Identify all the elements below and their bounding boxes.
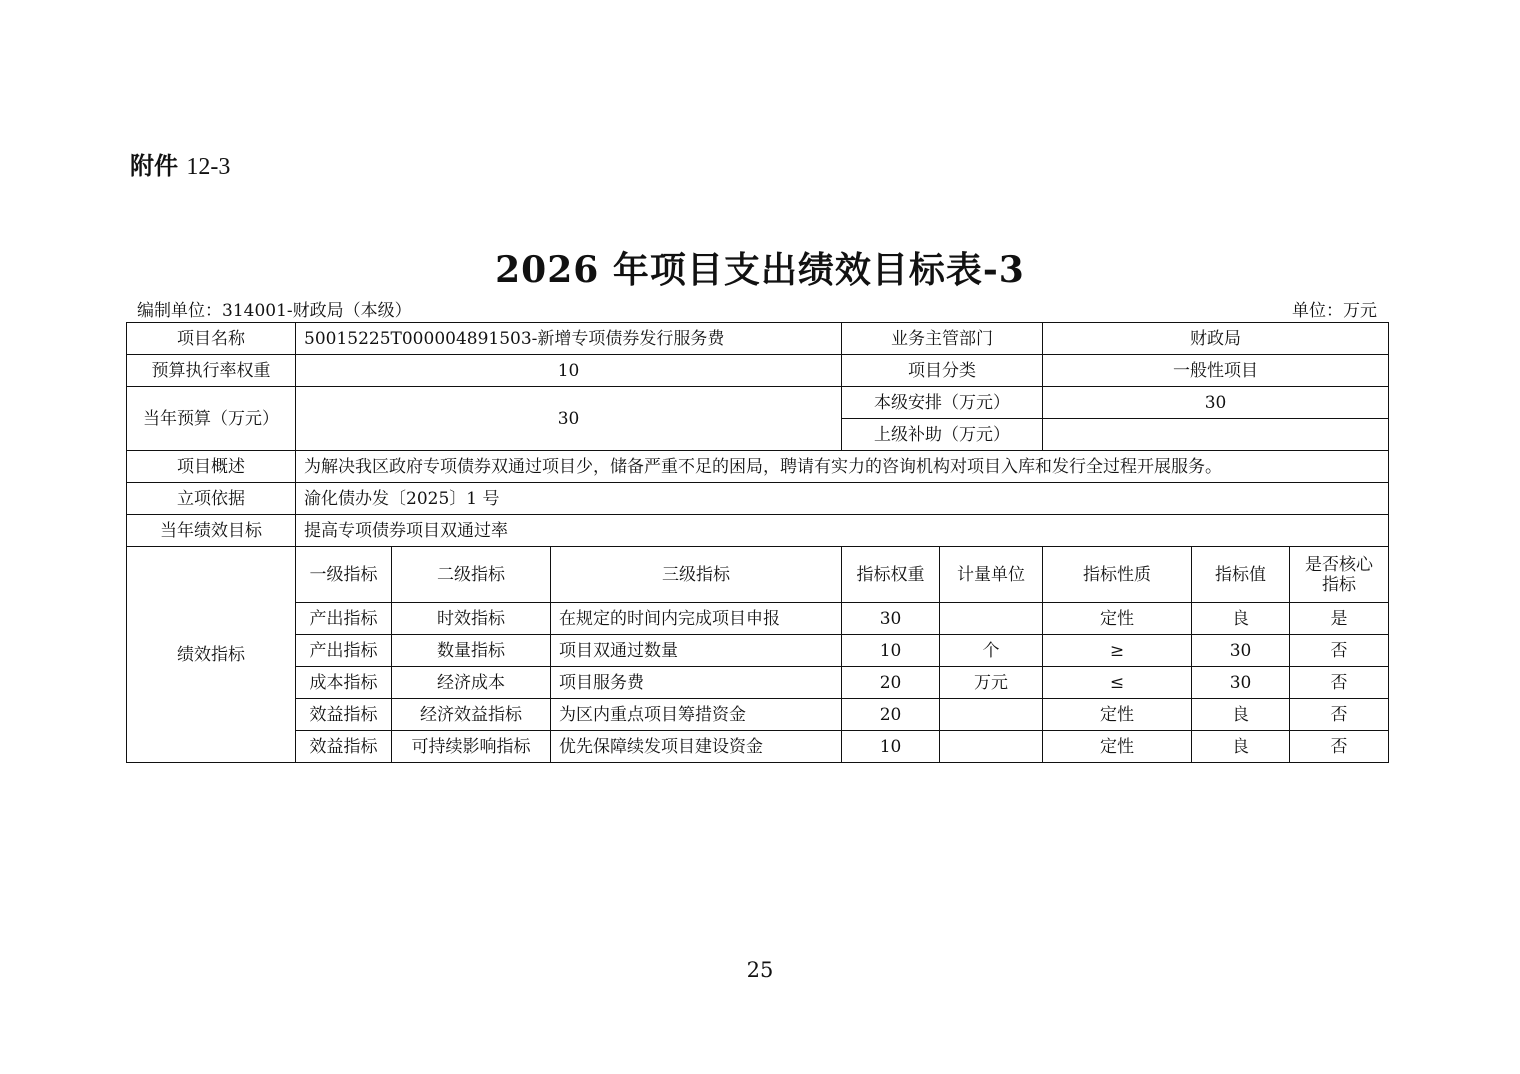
cell-nature: ≥ — [1043, 635, 1192, 667]
cell-core: 否 — [1290, 635, 1389, 667]
row-goal — [127, 515, 1389, 547]
cell-level3: 在规定的时间内完成项目申报 — [551, 603, 842, 635]
header-unit: 计量单位 — [940, 547, 1043, 603]
cell-core: 是 — [1290, 603, 1389, 635]
row-weight — [127, 355, 1389, 387]
value-basis: 渝化债办发〔2025〕1 号 — [296, 483, 1389, 515]
attachment-label — [130, 146, 230, 181]
table-row — [127, 635, 1389, 667]
compiler-unit: 编制单位：314001-财政局（本级） — [137, 301, 412, 321]
label-goal: 当年绩效目标 — [127, 515, 296, 547]
performance-table — [126, 322, 1389, 763]
cell-level3: 项目服务费 — [551, 667, 842, 699]
attachment-number: 12-3 — [186, 154, 231, 180]
header-weight: 指标权重 — [842, 547, 940, 603]
cell-value: 30 — [1192, 667, 1290, 699]
cell-nature: 定性 — [1043, 699, 1192, 731]
cell-core: 否 — [1290, 699, 1389, 731]
header-value: 指标值 — [1192, 547, 1290, 603]
cell-unit — [940, 731, 1043, 763]
cell-level1: 产出指标 — [296, 603, 392, 635]
cell-unit: 个 — [940, 635, 1043, 667]
attachment-word: 附件 — [130, 152, 178, 180]
cell-weight: 10 — [842, 731, 940, 763]
cell-weight: 20 — [842, 699, 940, 731]
cell-level2: 数量指标 — [392, 635, 551, 667]
cell-level3: 为区内重点项目筹措资金 — [551, 699, 842, 731]
row-project-name — [127, 323, 1389, 355]
cell-unit: 万元 — [940, 667, 1043, 699]
cell-value: 良 — [1192, 603, 1290, 635]
label-budget: 当年预算（万元） — [127, 387, 296, 451]
value-overview: 为解决我区政府专项债券双通过项目少，储备严重不足的困局，聘请有实力的咨询机构对项目入库和发行全过程开展服务。 — [296, 451, 1389, 483]
cell-core: 否 — [1290, 667, 1389, 699]
row-basis — [127, 483, 1389, 515]
header-core: 是否核心指标 — [1290, 547, 1389, 603]
cell-unit — [940, 603, 1043, 635]
cell-unit — [940, 699, 1043, 731]
header-nature: 指标性质 — [1043, 547, 1192, 603]
cell-level2: 经济成本 — [392, 667, 551, 699]
value-local: 30 — [1043, 387, 1389, 419]
cell-level2: 经济效益指标 — [392, 699, 551, 731]
page-number: 25 — [746, 958, 774, 982]
cell-level1: 产出指标 — [296, 635, 392, 667]
value-category: 一般性项目 — [1043, 355, 1389, 387]
row-overview — [127, 451, 1389, 483]
value-project-name: 50015225T000004891503-新增专项债券发行服务费 — [296, 323, 842, 355]
cell-level2: 可持续影响指标 — [392, 731, 551, 763]
cell-value: 良 — [1192, 731, 1290, 763]
cell-level3: 优先保障续发项目建设资金 — [551, 731, 842, 763]
currency-unit: 单位：万元 — [1292, 301, 1377, 321]
cell-core: 否 — [1290, 731, 1389, 763]
page-title: 2026 年项目支出绩效目标表-3 — [495, 249, 1025, 291]
header-level1: 一级指标 — [296, 547, 392, 603]
row-budget — [127, 387, 1389, 419]
label-weight: 预算执行率权重 — [127, 355, 296, 387]
value-goal: 提高专项债券项目双通过率 — [296, 515, 1389, 547]
table-row — [127, 699, 1389, 731]
label-project-name: 项目名称 — [127, 323, 296, 355]
cell-value: 良 — [1192, 699, 1290, 731]
value-superior — [1043, 419, 1389, 451]
table-row — [127, 731, 1389, 763]
cell-value: 30 — [1192, 635, 1290, 667]
label-dept: 业务主管部门 — [842, 323, 1043, 355]
cell-nature: ≤ — [1043, 667, 1192, 699]
cell-level1: 成本指标 — [296, 667, 392, 699]
cell-weight: 20 — [842, 667, 940, 699]
cell-level1: 效益指标 — [296, 731, 392, 763]
indicator-header-row — [127, 547, 1389, 603]
cell-level2: 时效指标 — [392, 603, 551, 635]
cell-weight: 30 — [842, 603, 940, 635]
cell-nature: 定性 — [1043, 731, 1192, 763]
label-indicators: 绩效指标 — [127, 547, 296, 763]
label-local: 本级安排（万元） — [842, 387, 1043, 419]
label-superior: 上级补助（万元） — [842, 419, 1043, 451]
value-dept: 财政局 — [1043, 323, 1389, 355]
label-basis: 立项依据 — [127, 483, 296, 515]
header-level2: 二级指标 — [392, 547, 551, 603]
cell-level3: 项目双通过数量 — [551, 635, 842, 667]
header-level3: 三级指标 — [551, 547, 842, 603]
value-weight: 10 — [296, 355, 842, 387]
table-row — [127, 603, 1389, 635]
label-overview: 项目概述 — [127, 451, 296, 483]
cell-weight: 10 — [842, 635, 940, 667]
cell-level1: 效益指标 — [296, 699, 392, 731]
table-row — [127, 667, 1389, 699]
value-budget: 30 — [296, 387, 842, 451]
label-category: 项目分类 — [842, 355, 1043, 387]
cell-nature: 定性 — [1043, 603, 1192, 635]
